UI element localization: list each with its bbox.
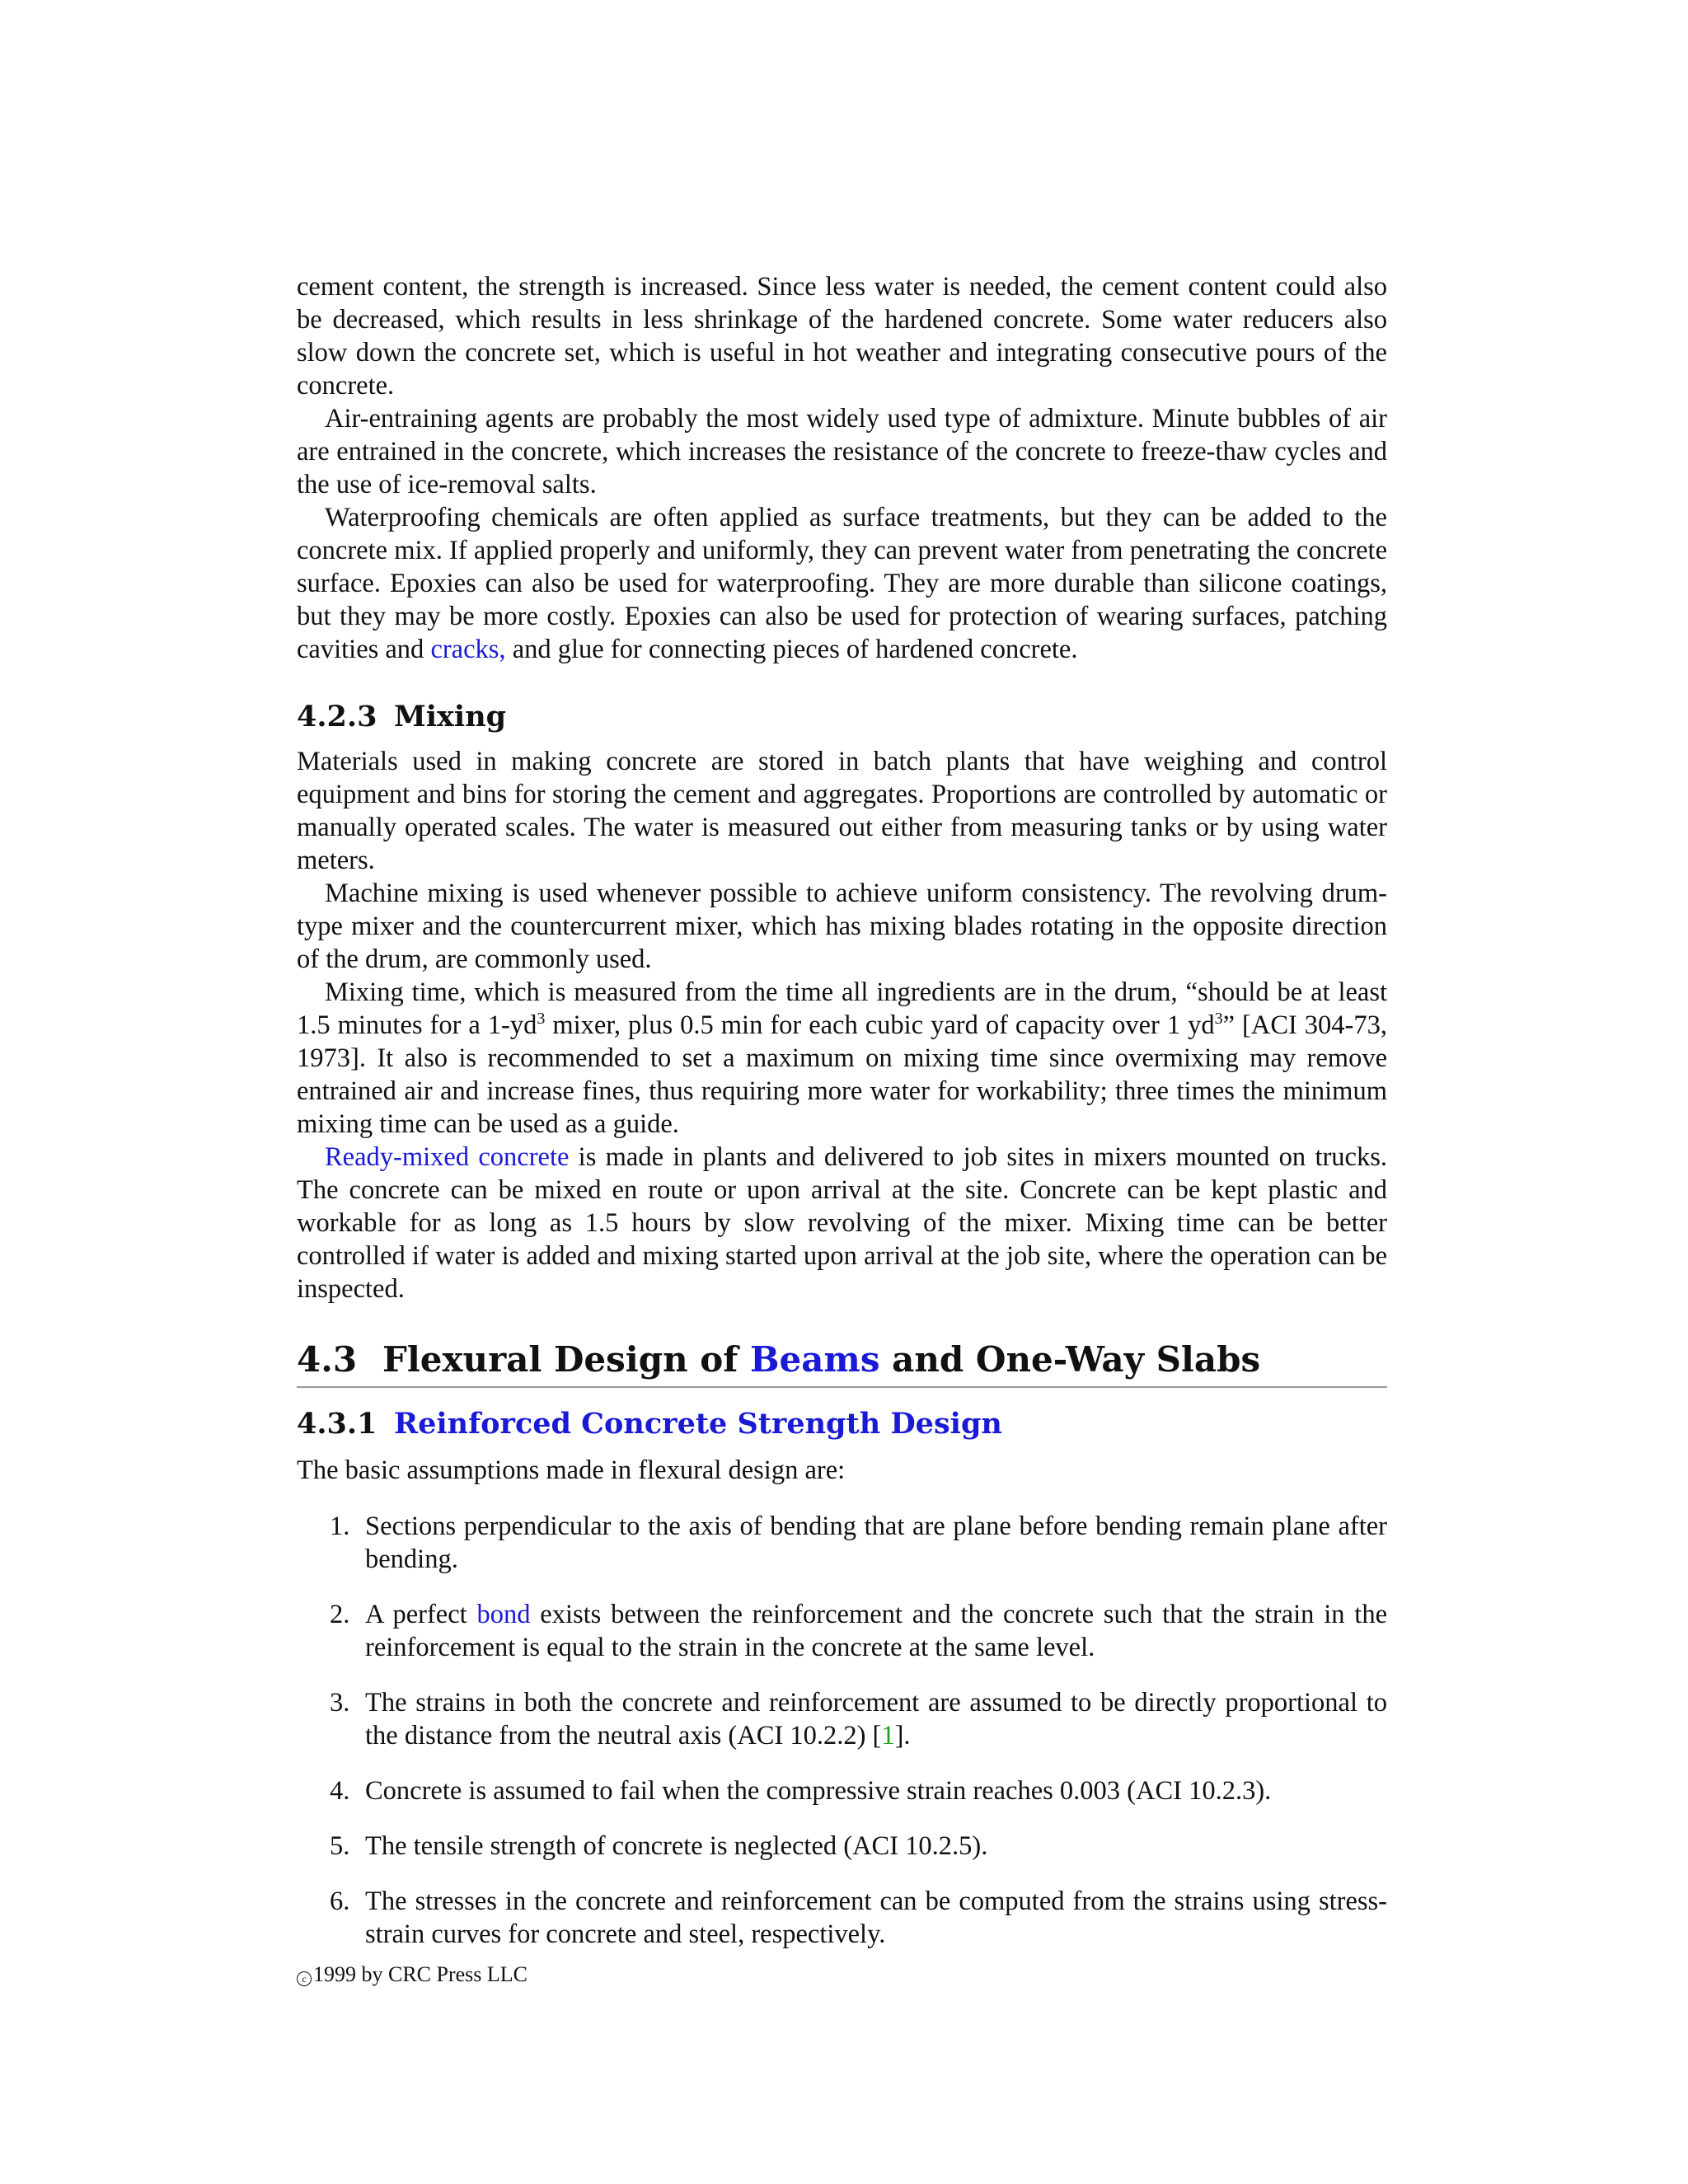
list-item — [297, 1510, 1387, 1576]
heading-title: Mixing — [394, 700, 507, 733]
heading-title: Flexural Design of — [382, 1339, 750, 1380]
list-text: exists between the reinforcement and the concrete such that the strain in the reinforcement is equal to the strain in the concrete at the same level. — [365, 1600, 1387, 1662]
paragraph-ready-mixed — [297, 1141, 1387, 1305]
beams-link[interactable]: Beams — [749, 1339, 880, 1380]
superscript: 3 — [1214, 1010, 1223, 1028]
list-number: 6. — [330, 1886, 350, 1916]
list-number: 1. — [330, 1511, 350, 1541]
paragraph-waterproofing — [297, 501, 1387, 666]
paragraph-air-entraining: Air-entraining agents are probably the most widely used type of admixture. Minute bubbles of air are entrained in the concrete, which increases the resistance of the concrete to freeze-thaw cycles and the use of ice-removal salts. — [297, 404, 1387, 499]
ready-mixed-concrete-link[interactable]: Ready-mixed concrete — [325, 1142, 570, 1172]
list-text: The strains in both the concrete and reinforcement are assumed to be directly proportional to the distance from the neutral axis (ACI 10.2.2) [ — [365, 1688, 1387, 1750]
page-body — [297, 270, 1387, 1973]
paragraph-mixing-time — [297, 976, 1387, 1141]
heading-number: 4.3.1 — [297, 1407, 377, 1441]
copyright-text: 1999 by CRC Press LLC — [313, 1962, 528, 1986]
heading-4-2-3 — [297, 699, 1387, 735]
text: and glue for connecting pieces of hardened concrete. — [505, 635, 1078, 664]
heading-4-3 — [297, 1338, 1387, 1388]
list-text: Sections perpendicular to the axis of bending that are plane before bending remain plane after bending. — [365, 1511, 1387, 1574]
list-text: The stresses in the concrete and reinforcement can be computed from the strains using stress-strain curves for concrete and steel, respectively. — [365, 1886, 1387, 1949]
text: is made in plants and delivered to job sites in mixers mounted on trucks. The concrete can be mixed en route or upon arrival at the site. Concrete can be kept plastic and workable for as long as 1.5 hours by slow revolving of the mixer. Mixing time can be better controlled if water is added and mixing started upon arrival at the job site, where the operation can be inspected. — [297, 1142, 1387, 1304]
heading-title: and One-Way Slabs — [879, 1339, 1261, 1380]
superscript: 3 — [537, 1010, 546, 1028]
text: mixer, plus 0.5 min for each cubic yard of capacity over 1 yd — [545, 1010, 1215, 1040]
list-number: 4. — [330, 1776, 350, 1806]
list-number: 2. — [330, 1600, 350, 1629]
text: Mixing time, which is measured from the time all ingredients are in the drum, “should be at least 1.5 minutes for a 1-yd — [297, 977, 1387, 1040]
assumptions-list — [297, 1510, 1387, 1951]
text: ” [ACI 304-73, 1973]. It also is recommended to set a maximum on mixing time since overmixing may remove entrained air and increase fines, thus requiring more water for workability; three times the minimum mixing time can be used as a guide. — [297, 1010, 1388, 1139]
copyright-footer — [297, 1962, 528, 1987]
paragraph-machine-mixing: Machine mixing is used whenever possible to achieve uniform consistency. The revolving drum-type mixer and the countercurrent mixer, which has mixing blades rotating in the opposite direction of the drum, are commonly used. — [297, 879, 1387, 974]
copyright-icon — [297, 1971, 312, 1986]
paragraph-basic-assumptions: The basic assumptions made in flexural design are: — [297, 1455, 846, 1485]
list-item — [297, 1830, 1387, 1863]
list-text: Concrete is assumed to fail when the compressive strain reaches 0.003 (ACI 10.2.3). — [365, 1776, 1272, 1806]
list-item — [297, 1774, 1387, 1807]
list-number: 3. — [330, 1688, 350, 1718]
list-text: The tensile strength of concrete is neglected (ACI 10.2.5). — [365, 1831, 988, 1861]
text: Waterproofing chemicals are often applied as surface treatments, but they can be added to the concrete mix. If applied properly and uniformly, they can prevent water from penetrating the concrete surface. Epoxies can also be used for waterproofing. They are more durable than silicone coatings, but they may be more costly. Epoxies can also be used for protection of wearing surfaces, patching cavities and — [297, 503, 1387, 664]
list-item — [297, 1598, 1387, 1664]
copyright-symbol: c — [302, 1973, 307, 1985]
paragraph-water-reducers: cement content, the strength is increased. Since less water is needed, the cement content could also be decreased, which results in less shrinkage of the hardened concrete. Some water reducers also slow down the concrete set, which is useful in hot weather and integrating consecutive pours of the concrete. — [297, 272, 1387, 401]
citation-link[interactable]: 1 — [881, 1721, 895, 1750]
list-text: A perfect — [365, 1600, 477, 1629]
heading-4-3-1 — [297, 1406, 1387, 1442]
list-text: ]. — [894, 1721, 911, 1750]
heading-number: 4.2.3 — [297, 700, 377, 733]
bond-link[interactable]: bond — [476, 1600, 531, 1629]
paragraph-materials: Materials used in making concrete are stored in batch plants that have weighing and control equipment and bins for storing the cement and aggregates. Proportions are controlled by automatic or manually operated scales. The water is measured out either from measuring tanks or by using water meters. — [297, 747, 1387, 875]
reinforced-concrete-strength-design-link[interactable]: Reinforced Concrete Strength Design — [394, 1407, 1002, 1441]
heading-number: 4.3 — [297, 1339, 358, 1380]
cracks-link[interactable]: cracks, — [430, 635, 506, 664]
list-item — [297, 1885, 1387, 1951]
list-number: 5. — [330, 1831, 350, 1861]
list-item — [297, 1686, 1387, 1752]
